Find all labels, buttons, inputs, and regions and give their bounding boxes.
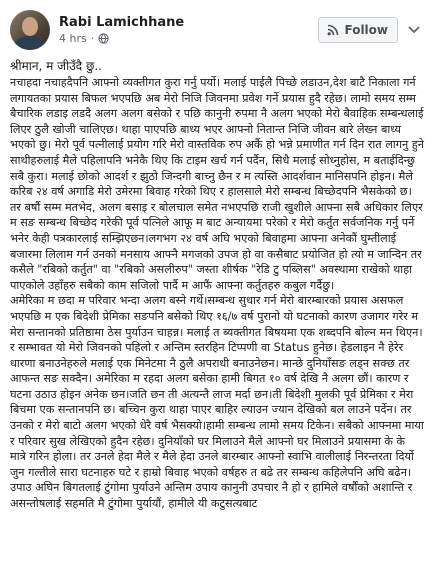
- follow-label: Follow: [344, 23, 388, 37]
- avatar[interactable]: [10, 10, 50, 50]
- post-paragraph: नचाहदा नचाहदैपनि आफ्नो व्यक्तीगत कुरा गर्नु पर्यो। मलाई पाईलै पिच्छे लडाउन,देश बाटै निकाला गर्न लगायतका प्रयास बिफल भएपछि अब मेरो निजि जिवनमा प्रवेश गर्ने प्रयास हुदै रहेछ। लामो समय सम्म बैचारिक लडाइ लडदै अलग अलग बसेको र पछि कानुनी रुपमा नै अलग भएको मेरो बैवाहिक सम्बन्धलाई लिएर ठुलै खोजी चालिएछ। थाहा पाएपछि बाध्य भएर आफ्नो नितान्त निजि जीवन बारे लेख्न बाध्य भएको छु। मेरो पूर्व पत्नीलाई प्रयोग गरि मेरो वास्तविक रुप अर्कै हो भन्ने प्रमाणीत गर्न दिन रात लागनु हुने साथीहरुलाई मैले पहिलापनि भनेकै थिए कि टाइम खर्च गर्न पर्दैन, सिधै मलाई सोध्नुहोस, म बताईदिन्छु सबै कुरा। मलाई छोको आदर्श र झुठो जिन्दगी बाच्नु छैन र म त्यस्ति आदर्शवान मानिसपनि होइन। मैले करिब २४ वर्ष अगाडि मेरो उमेरमा बिवाह गरेको थिए र हालसाले मेरो सम्बन्ध बिच्छेदपनि भैसकेको छ। तर बर्षौ सम्म मतभेद, अलग बसाइ र बोलचाल समेत नभएपछि राजी खुशीले आफ्ना सबै अधिकार लिएर म सङ सम्बन्ध बिच्छेद गरेकी पूर्व पत्निले आफू म बाट अन्यायमा परेको र मेरो कर्तुत सर्वजनिक गर्नु पर्ने भनेर केही पत्रकारलाई सम्झिएछन।लगभग २४ वर्ष अघि भएको बिवाहमा आफ्ना अनेकौं घुम्तीलाई बजारमा लिलाम गर्न उनको मनसाय आफ्नै मगजको उपज हो वा कसैबाट प्रयोजित हो त्यो म जान्दिन तर कसैले "रबिको कर्तुत" वा "रबिको असलीरुप" जस्ता शीर्षक "रेडि टु पब्लिस" अवस्थामा राखेको थाहा पाएकोले उहाँहरु सबैको काम सजिलो पार्दै म आफैं आफ्ना कर्तुतहरु कबुल गर्दैछु।: [10, 76, 424, 292]
- post-meta: [59, 14, 318, 46]
- post-time[interactable]: 4 hrs: [59, 32, 87, 45]
- post-paragraph: अमेरिका म छदा म परिवार भन्दा अलग बस्ने गर्थे।सम्बन्ध सुधार गर्न मेरो बारम्बारको प्रयास असफल भएपछि म एक बिदेशी प्रेमिका सङपनि बसेको थिए १६/७ वर्ष पुरानो यो घटनाको कारण उजागर गरेर म मेरा सन्तानको प्रतिष्ठामा ठेस पुर्याउन चाहन्न। मलाई त ब्यक्तीगत बिषयमा एक शब्दपनि बोल्न मन थिएन। र सम्भावत यो मेरो जिवनको पहिलो र अन्तिम स्तरहिन टिप्पणी वा Status हुनेछ। हेडलाइन नै हेरेर धारणा बनाउनेहरुले मलाई एक मिनेटमा नै ठुलै अपराधी बनाउनेछन। मान्छे दुनियाँसङ लड्न सक्छ तर आफन्त सङ सक्दैन। अमेरिका म रहदा अलग बसेका हामी बिगत १० वर्ष देखि नै अलग छौं। कारण र घटना उठाउ होइन अनेक छन।जति छन ती अत्यन्तै लाज मर्दा छन।ती बिदेशी मुलकी पूर्व प्रेमिका र मेरा बिचमा एक सन्तानपनि छ। बच्चिन कुरा थाहा पाएर बाहिर ल्याउन ज्यान देखिको बल लाउने पर्देन। तर उनको र मेरो बाटो अलग भएको धेरै वर्ष भैसक्यो।हामी सम्बन्ध लामो समय टिकेन। सबैको आफ्नमा माया र परिवार सुख लेखिएको हुदैन रहेछ। दुनियाँको घर मिलाउने मैले आफ्नो घर मिलाउने प्रयासमा के के मात्रे गरिन होला। तर उनले हेदा मैले र मैले हेदा उनले बारम्बार आफ्नो स्वाभि वालीलाई निरन्तरता दिर्यो जुन गल्तीले सारा घटनाहरु घटे र हाम्रो बिवाह भएको वर्षहरु त बढे तर सम्बन्ध कहिलेपनि अघि बढेन। उपाउ अघिन बिगतलाई टुंगोमा पुर्याउने अन्तिम उपाय कानुनी उपचार नै हो र हामिले वर्षौंको अशान्ति र असन्तोषलाई सहमति मै टुंगोमा पुर्यायौं, हामीले यी कटुसत्यबाट: [10, 294, 424, 511]
- chevron-down-icon[interactable]: [408, 26, 420, 34]
- post-greeting: श्रीमान, म जीउँदै छु..: [10, 59, 102, 73]
- avatar-body: [14, 36, 46, 50]
- follow-button[interactable]: [318, 17, 398, 43]
- post-header: [10, 8, 424, 52]
- author-name[interactable]: Rabi Lamichhane: [59, 15, 185, 30]
- separator-dot: ·: [90, 32, 95, 45]
- post-time-row: [59, 31, 318, 46]
- avatar-face: [22, 17, 38, 36]
- globe-icon: [98, 33, 109, 44]
- post-body: [10, 75, 424, 512]
- rss-icon: [327, 24, 339, 36]
